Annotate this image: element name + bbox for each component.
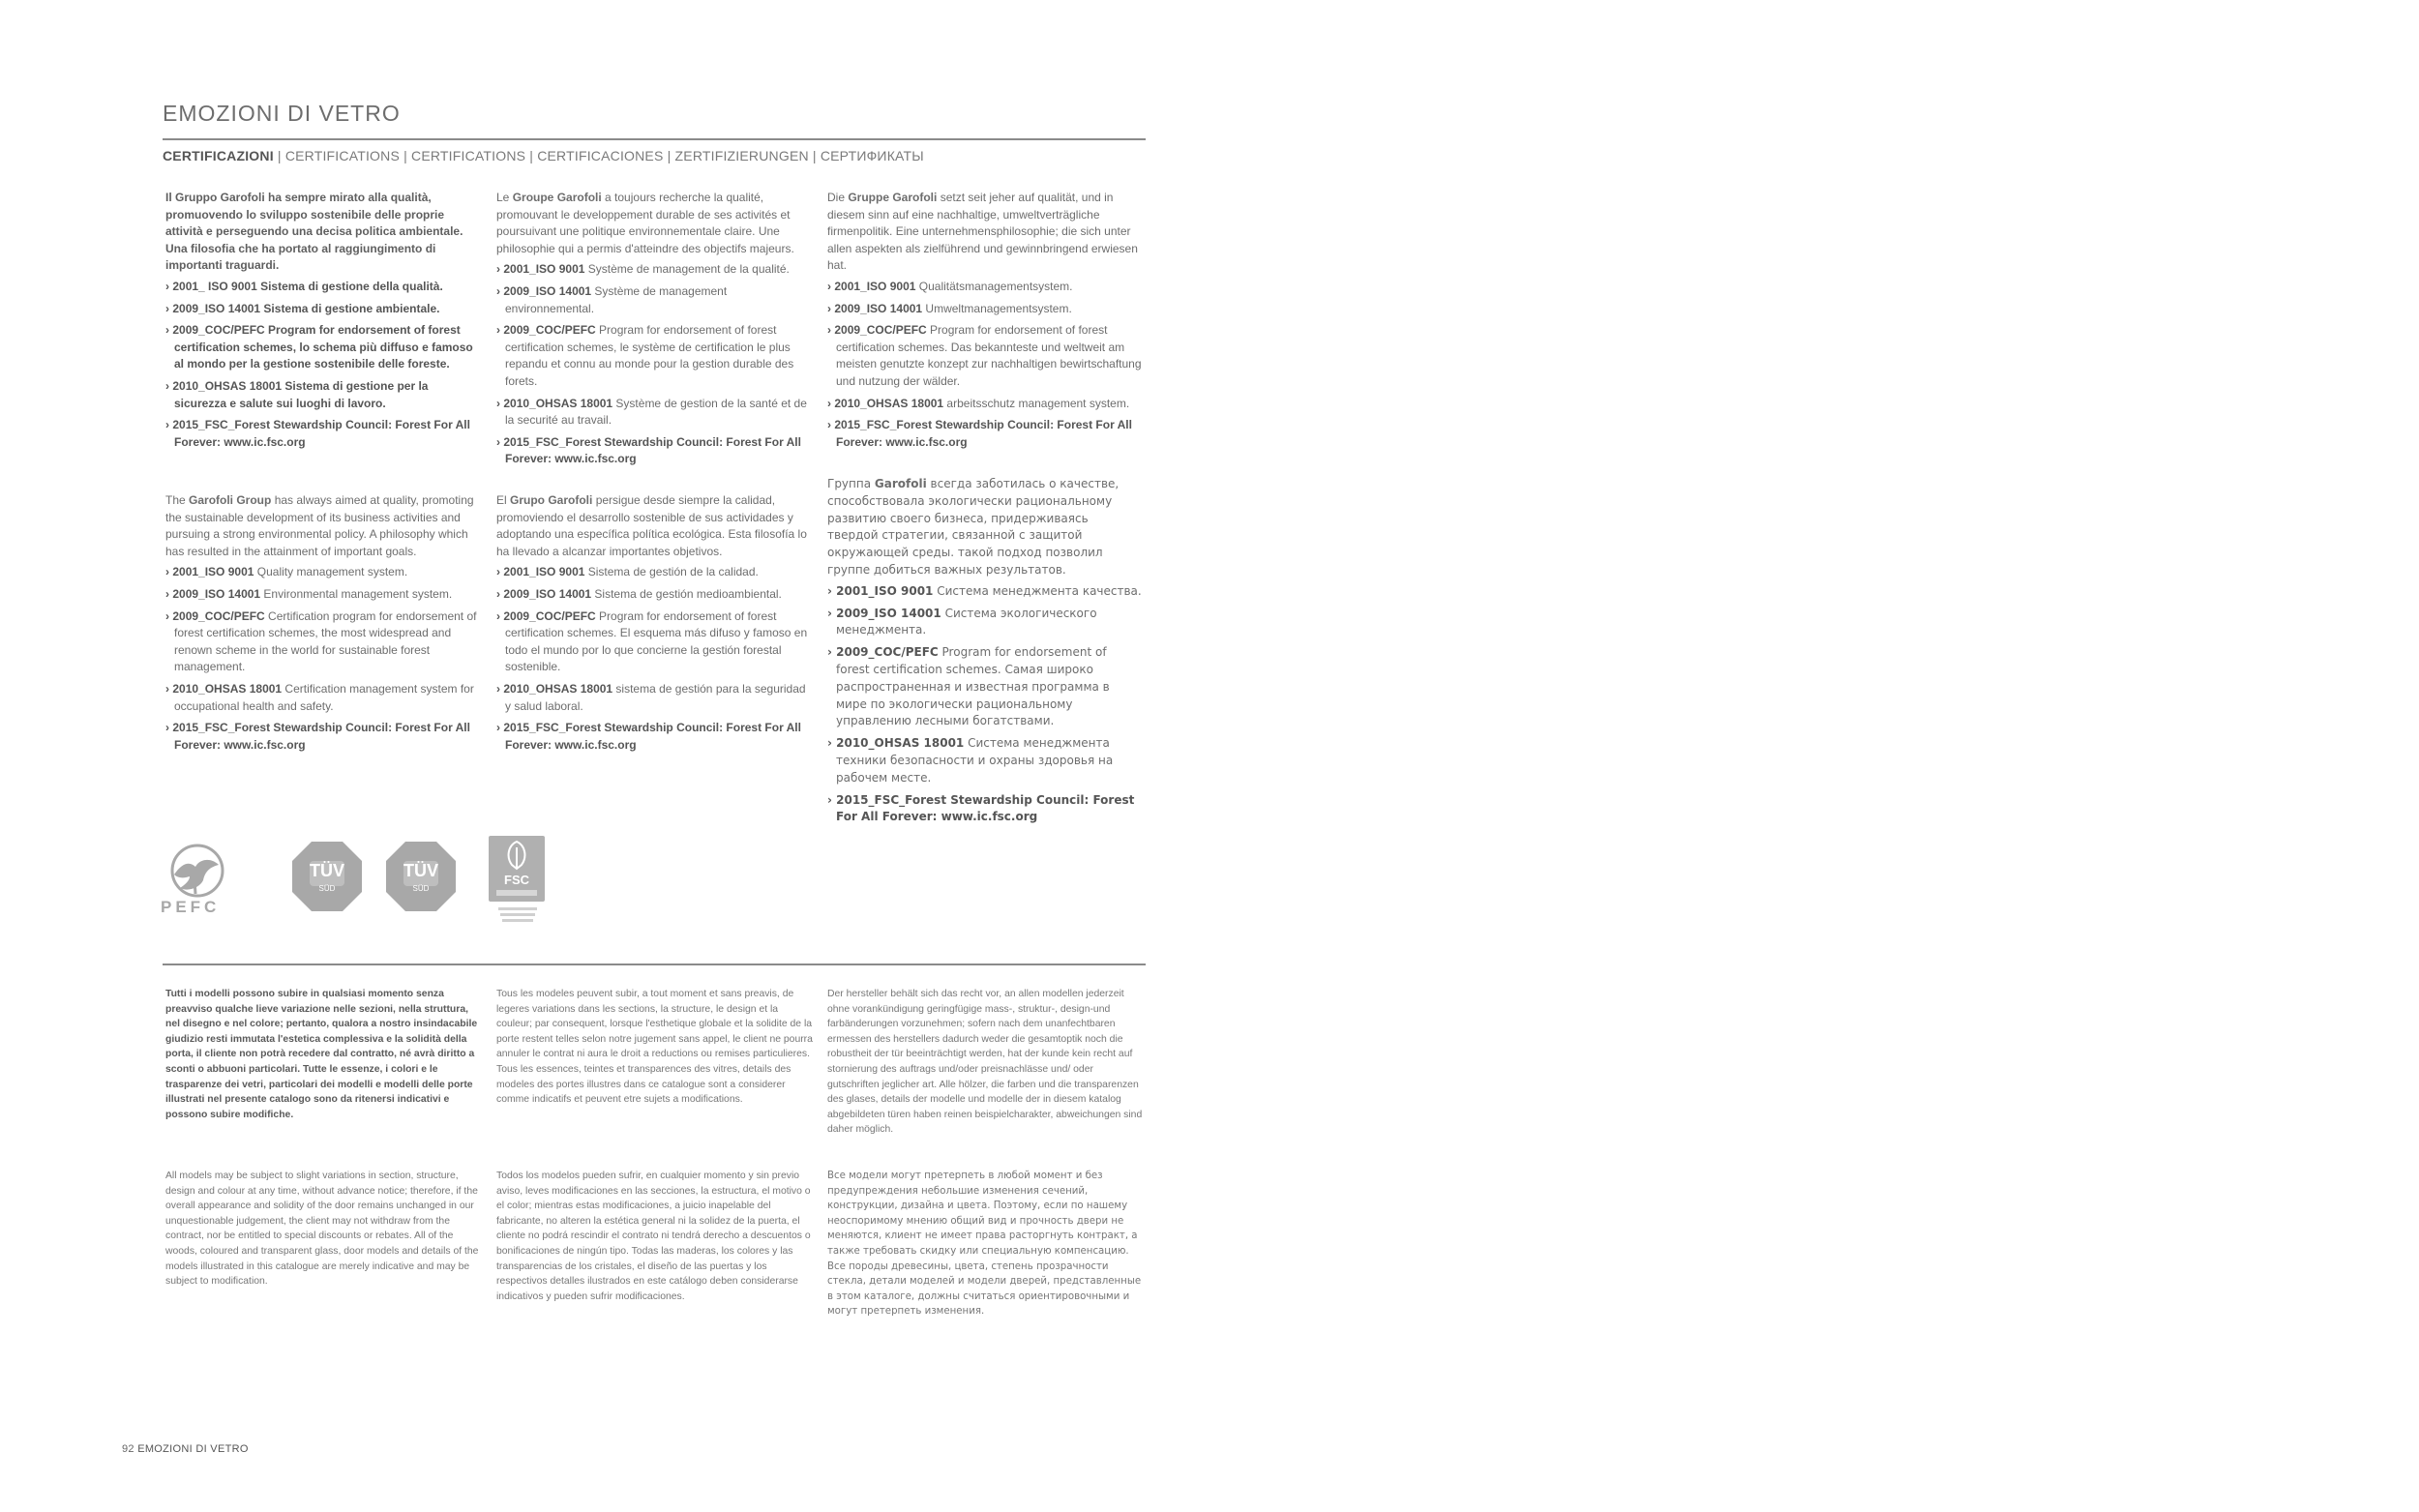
intro-text: Le Groupe Garofoli a toujours recherche la qualité, promouvant le developpement durable de ses activités et poursuivant une politique environnementale claire. Une philosophie qui a permis d'atteindre des objectifs majeurs. <box>496 191 794 255</box>
tuv-logo-1 <box>290 840 364 913</box>
pefc-wordmark: PEFC <box>161 898 221 916</box>
list-item: › 2015_FSC_Forest Stewardship Council: Forest For All Forever: www.ic.fsc.org <box>165 720 480 754</box>
disclaimer-spanish: Todos los modelos pueden sufrir, en cualquier momento y sin previo aviso, leves modificaciones en las secciones, la estructura, el motivo o el color; mientras estas modificaciones, a juicio inapelable del fabricante, no alteren la estética general ni la solidez de la puerta, el cliente no podrá rescindir el contrato ni tendrá derecho a descuentos o bonificaciones de ningún tipo. Todas las maderas, los colores y las transparencias de los cristales, el diseño de las puertas y los respectivos detalles ilustrados en este catálogo deben considerarse indicativos y pueden sufrir modificaciones. <box>496 1171 811 1302</box>
cert-block-italian <box>165 190 480 456</box>
cert-list <box>165 279 480 451</box>
list-item: › 2009_COC/PEFC Program for endorsement of forest certification schemes, lo schema più diffuso e famoso al mondo per la gestione sostenibile delle foreste. <box>165 322 480 373</box>
list-item: › 2009_ISO 14001 Umweltmanagementsystem. <box>827 301 1142 318</box>
certifications-heading-bold: CERTIFICAZIONI <box>163 148 274 163</box>
fsc-caption-line <box>500 913 535 916</box>
list-item: › 2009_ISO 14001 Система экологического менеджмента. <box>827 606 1142 640</box>
cert-block-russian <box>827 476 1142 831</box>
intro-text: Die Gruppe Garofoli setzt seit jeher auf qualität, und in diesem sinn auf eine nachhaltige, umweltverträgliche firmenpolitik. Eine unternehmensphilosophie; die sich unter allen aspekten als zielführend und gewinnbringend erwiesen hat. <box>827 191 1138 273</box>
list-item: › 2015_FSC_Forest Stewardship Council: Forest For All Forever: www.ic.fsc.org <box>496 434 811 468</box>
intro-text: El Grupo Garofoli persigue desde siempre la calidad, promoviendo el desarrollo sostenible de sus actividades y adoptando una específica política ecológica. Esta filosofía lo ha llevado a alcanzar importantes objetivos. <box>496 493 807 558</box>
intro-text: The Garofoli Group has always aimed at quality, promoting the sustainable development of its business activities and pursuing a strong environmental policy. A philosophy which has resulted in the attainment of important goals. <box>165 493 474 558</box>
cert-list <box>827 583 1142 826</box>
fsc-tree-icon <box>489 836 545 875</box>
cert-block-french <box>496 190 811 473</box>
list-item: › 2010_OHSAS 18001 Sistema di gestione per la sicurezza e salute sui luoghi di lavoro. <box>165 378 480 412</box>
list-item: › 2010_OHSAS 18001 Система менеджмента техники безопасности и охраны здоровья на рабочем месте. <box>827 735 1142 786</box>
list-item: › 2015_FSC_Forest Stewardship Council: Forest For All Forever: www.ic.fsc.org <box>496 720 811 754</box>
list-item: › 2015_FSC_Forest Stewardship Council: Forest For All Forever: www.ic.fsc.org <box>165 417 480 451</box>
fsc-wordmark: FSC <box>504 873 529 887</box>
footer-title: EMOZIONI DI VETRO <box>137 1443 249 1455</box>
list-item: › 2009_COC/PEFC Certification program for endorsement of forest certification schemes, the most widespread and renown scheme in the world for sustainable forest management. <box>165 608 480 676</box>
disclaimer-german: Der hersteller behält sich das recht vor, an allen modellen jederzeit ohne vorankündigung geringfügige mass-, struktur-, design-und farbänderungen vorzunehmen; sofern nach dem unanfechtbaren ermessen des herstellers dadurch weder die gesamtoptik noch die robustheit der tür beeinträchtigt werden, hat der kunde kein recht auf stornierung des auftrags und/oder preisnachlässe und/ oder gutschriften jeglicher art. Alle hölzer, die farben und die transparenzen des glases, details der modelle und modelle der in diesem katalog abgebildeten türen haben reinen beispielcharakter, abweichungen sind daher möglich. <box>827 989 1143 1136</box>
list-item: › 2010_OHSAS 18001 Certification management system for occupational health and safety. <box>165 681 480 715</box>
disclaimer-english: All models may be subject to slight variations in section, structure, design and colour at any time, without advance notice; therefore, if the overall appearance and solidity of the door remains unchanged in our unquestionable judgement, the client may not withdraw from the contract, nor be entitled to special discounts or rebates. All of the woods, coloured and transparent glass, door models and details of the models illustrated in this catalogue are merely indicative and may be subject to modification. <box>165 1171 479 1288</box>
cert-list <box>496 261 811 468</box>
tuv-logo-2 <box>384 840 458 913</box>
header-divider <box>163 138 1146 140</box>
certifications-heading-languages: | CERTIFICATIONS | CERTIFICATIONS | CERTIFICACIONES | ZERTIFIZIERUNGEN | СЕРТИФИКАТЫ <box>273 148 924 163</box>
page-footer <box>122 1443 249 1455</box>
page-number: 92 <box>122 1443 134 1455</box>
list-item: › 2001_ISO 9001 Quality management system. <box>165 564 480 581</box>
cert-block-english <box>165 492 480 758</box>
section-divider <box>163 964 1146 965</box>
list-item: › 2015_FSC_Forest Stewardship Council: Forest For All Forever: www.ic.fsc.org <box>827 792 1142 827</box>
tuv-wordmark: TÜV <box>310 861 344 880</box>
tuv-sub: SÜD <box>318 884 336 893</box>
list-item: › 2009_ISO 14001 Sistema de gestión medioambiental. <box>496 586 811 604</box>
list-item: › 2001_ISO 9001 Система менеджмента качества. <box>827 583 1142 601</box>
tuv-sub: SÜD <box>412 884 430 893</box>
list-item: › 2001_ISO 9001 Qualitätsmanagementsystem. <box>827 279 1142 296</box>
list-item: › 2009_COC/PEFC Program for endorsement of forest certification schemes. Das bekannteste und weltweit am meisten genutzte konzept zur nachhaltigen bewirtschaftung und nutzung der wälder. <box>827 322 1142 390</box>
cert-list <box>827 279 1142 451</box>
cert-list <box>165 564 480 754</box>
cert-block-german <box>827 190 1142 456</box>
list-item: › 2010_OHSAS 18001 arbeitsschutz management system. <box>827 396 1142 413</box>
tuv-wordmark: TÜV <box>403 861 438 880</box>
list-item: › 2009_ISO 14001 Sistema di gestione ambientale. <box>165 301 480 318</box>
disclaimer-french: Tous les modeles peuvent subir, a tout moment et sans preavis, de legeres variations dans les sections, la structure, le design et la couleur; par consequent, lorsque l'esthetique globale et la solidite de la porte restent telles selon notre jugement sans appel, le client ne pourra annuler le contrat ni aura le droit a reductions ou remises particulieres. Tous les essences, teintes et transparences des vitres, details des modeles des portes illustres dans ce catalogue sont a considerer comme indicatifs et peuvent etre sujets a modifications. <box>496 989 813 1106</box>
page-title: EMOZIONI DI VETRO <box>163 101 401 126</box>
list-item: › 2010_OHSAS 18001 sistema de gestión para la seguridad y salud laboral. <box>496 681 811 715</box>
fsc-caption-line <box>502 919 533 922</box>
certifications-heading <box>163 148 924 163</box>
disclaimer-russian: Все модели могут претерпеть в любой момент и без предупреждения небольшие изменения сечений, конструкции, дизайна и цвета. Поэтому, если по нашему неоспоримому мнению общий вид и прочность двери не меняются, клиент не имеет права расторгнуть контракт, а также требовать скидку или специальную компенсацию. Все породы древесины, цвета, степень прозрачности стекла, детали моделей и модели дверей, представленные в этом каталоге, должны считаться ориентировочными и могут претерпеть изменения. <box>827 1171 1142 1318</box>
list-item: › 2010_OHSAS 18001 Système de gestion de la santé et de la securité au travail. <box>496 396 811 430</box>
fsc-caption-line <box>498 907 537 910</box>
list-item: › 2015_FSC_Forest Stewardship Council: Forest For All Forever: www.ic.fsc.org <box>827 417 1142 451</box>
disclaimer-italian: Tutti i modelli possono subire in qualsiasi momento senza preavviso qualche lieve variazione nelle sezioni, nella struttura, nel disegno e nel colore; pertanto, qualora a nostro insindacabile giudizio resti immutata l'estetica complessiva e la solidità della porta, il cliente non potrà recedere dal contratto, né avrà diritto a sconti o abbuoni particolari. Tutte le essenze, i colori e le trasparenze dei vetri, particolari dei modelli e modelli delle porte illustrati nel presente catalogo sono da ritenersi indicativi e possono subire modifiche. <box>165 989 478 1120</box>
cert-block-spanish <box>496 492 811 758</box>
list-item: › 2001_ISO 9001 Sistema de gestión de la calidad. <box>496 564 811 581</box>
cert-list <box>496 564 811 754</box>
pefc-logo <box>161 842 228 919</box>
intro-text: Il Gruppo Garofoli ha sempre mirato alla qualità, promuovendo lo sviluppo sostenibile delle proprie attività e perseguendo una decisa politica ambientale. Una filosofia che ha portato al raggiungimento di importanti traguardi. <box>165 191 463 273</box>
list-item: › 2001_ ISO 9001 Sistema di gestione della qualità. <box>165 279 480 296</box>
fsc-logo <box>489 836 547 923</box>
fsc-code-bar <box>496 890 537 896</box>
list-item: › 2009_COC/PEFC Program for endorsement of forest certification schemes. El esquema más difuso y famoso en todo el mundo por lo que concierne la gestión forestal sostenible. <box>496 608 811 676</box>
list-item: › 2009_COC/PEFC Program for endorsement of forest certification schemes. Самая широко распространенная и известная программа в мире по экологически рациональному управлению лесными богатствами. <box>827 644 1142 730</box>
list-item: › 2001_ISO 9001 Système de management de la qualité. <box>496 261 811 279</box>
intro-text: Группа Garofoli всегда заботилась о качестве, способствовала экологически рациональному развитию своего бизнеса, придерживаясь твердой стратегии, связанной с защитой окружающей среды. такой подход позволил группе добиться важных результатов. <box>827 477 1120 577</box>
list-item: › 2009_ISO 14001 Environmental management system. <box>165 586 480 604</box>
list-item: › 2009_ISO 14001 Système de management environnemental. <box>496 283 811 317</box>
fsc-badge <box>489 836 545 902</box>
list-item: › 2009_COC/PEFC Program for endorsement of forest certification schemes, le système de certification le plus repandu et connu au monde pour la gestion durable des forets. <box>496 322 811 390</box>
